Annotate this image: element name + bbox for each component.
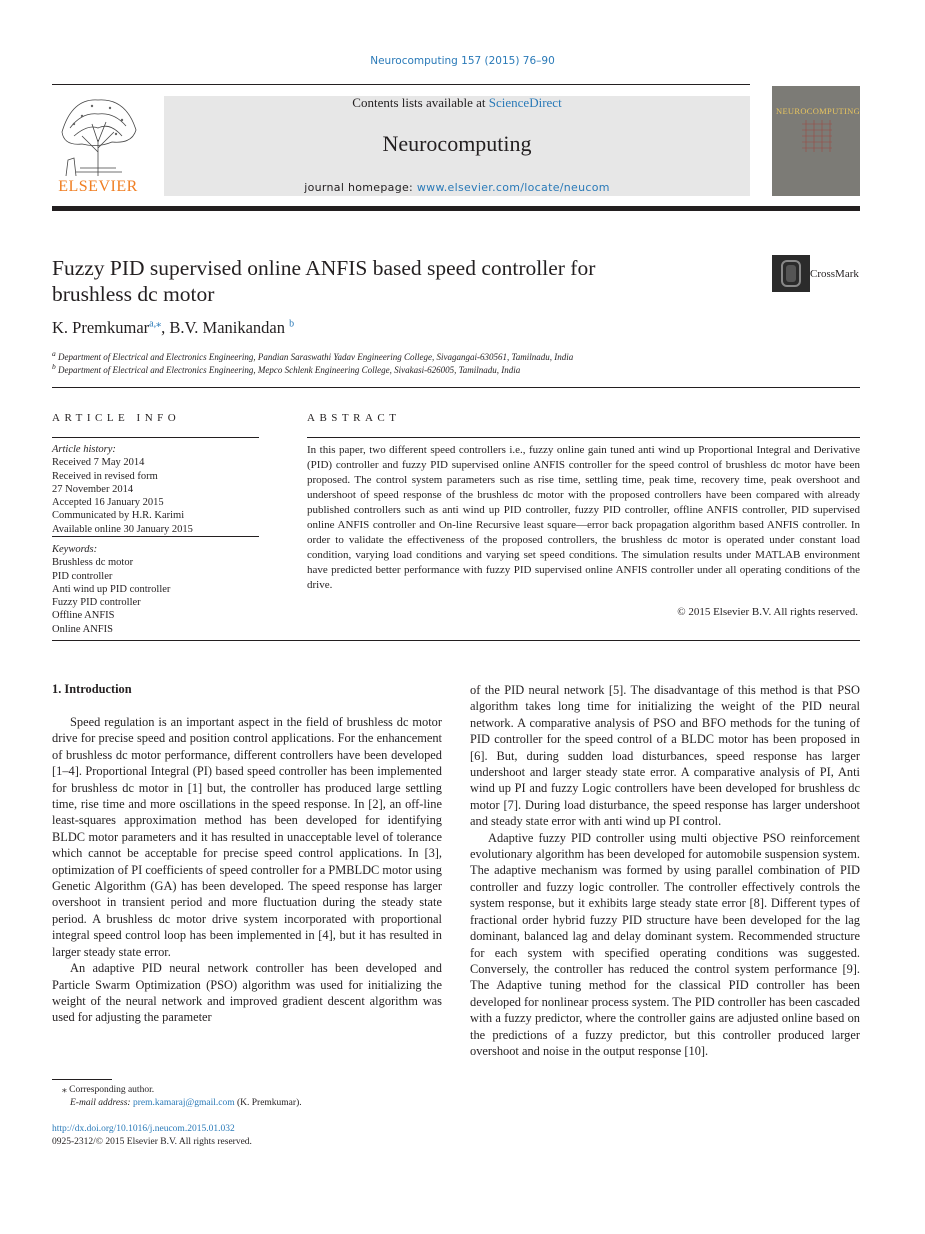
crossmark-badge-icon (772, 255, 810, 292)
elsevier-wordmark: ELSEVIER (58, 178, 138, 195)
paragraph: of the PID neural network [5]. The disadvantage of this method is that PSO algorithm takes long time for initializing the weight of the PID neural network. A comparative analysis of PSO and BFO methods for the tuning of PID controller for the speed control of a BLDC motor has been proposed in [6]. But, during sudden load disturbances, speed response has larger undershoot and larger steady state error. A comparative analysis of PI, Anti wind up PI and fuzzy Logic controllers have been developed for brushless dc motor [7]. During load disturbance, the speed response has larger undershoot and steady state error with anti wind up PI control. (470, 683, 860, 829)
author-name: K. Premkumar (52, 318, 150, 337)
body-column-right (470, 682, 860, 1059)
history-item: Accepted 16 January 2015 (52, 497, 164, 509)
elsevier-tree-icon (52, 92, 144, 178)
journal-citation[interactable]: Neurocomputing 157 (2015) 76–90 (370, 55, 555, 67)
keywords-label: Keywords: (52, 544, 98, 555)
article-history (52, 443, 193, 536)
history-item: 27 November 2014 (52, 483, 134, 495)
cover-pattern-icon (772, 86, 860, 196)
author-affiliation-mark[interactable]: b (289, 318, 295, 330)
homepage-prefix: journal homepage: (304, 181, 417, 194)
affiliation-b (52, 362, 520, 375)
history-label: Article history: (52, 444, 116, 455)
issn-line: 0925-2312/© 2015 Elsevier B.V. All rights reserved. (52, 1137, 252, 1147)
paragraph: An adaptive PID neural network controller has been developed and Particle Swarm Optimization (PSO) algorithm was used for initializing the weight of the neural network and improved gradient descent algorithm was used for adjusting the parameter (52, 961, 442, 1025)
section-rule (52, 640, 860, 641)
article-info-rule (52, 437, 259, 438)
affiliation-mark: a (52, 349, 56, 358)
history-item: Received 7 May 2014 (52, 457, 145, 469)
elsevier-logo (52, 92, 144, 198)
crossmark-icon[interactable] (772, 255, 810, 292)
journal-cover (772, 86, 860, 196)
author-name: , B.V. Manikandan (161, 318, 286, 337)
contents-prefix: Contents lists available at (352, 95, 489, 110)
affiliation-text: Department of Electrical and Electronics Engineering, Pandian Saraswathi Yadav Engineering College, Sivagangai-630561, Tamilnadu, India (58, 352, 574, 362)
affiliation-a (52, 349, 573, 362)
keyword: Brushless dc motor (52, 557, 134, 569)
abstract-rule (307, 437, 860, 438)
paragraph: Speed regulation is an important aspect in the field of brushless dc motor drive for precise speed and position control applications. For the enhancement of brushless dc motor performance, different controllers have been developed [1–4]. Proportional Integral (PI) based speed controller has been implemented for brushless dc motor in [1] but, the controller has produced large settling time, rise time and more oscillations in the speed response. In [2], an off-line least-squares approximation method has been developed for identifying BLDC motor parameters and it has resulted in unacceptable level of tolerance which cannot be acceptable for precise speed control applications. In [3], optimization of PI coefficients of speed controller for a PMBLDC motor using Genetic Algorithm (GA) has been developed. The speed response has larger overshoot in transient period and more fluctuation during the steady state period. A brushless dc motor drive system incorporated with proportional integral speed control loop has been implemented in [4], but it has resulted in larger steady state error. (52, 715, 442, 959)
header-rule (52, 84, 750, 85)
keyword: Online ANFIS (52, 623, 113, 635)
keywords (52, 543, 170, 636)
journal-name: Neurocomputing (382, 131, 532, 156)
affiliation-mark: b (52, 362, 56, 371)
section-heading-introduction: 1. Introduction (52, 682, 132, 696)
crossmark-label[interactable]: CrossMark (810, 268, 859, 280)
paragraph: Adaptive fuzzy PID controller using multi objective PSO reinforcement evolutionary algorithm has been developed for automobile suspension system. The adaptive mechanism was formed by using parallel combination of PID controller and fuzzy logic controller. The controller effectively controls the system response, but it exhibits large steady state error [8]. Different types of fractional order hybrid fuzzy PID structure have been developed for the lag dominant, balanced lag and delay dominant system. Recommended structure for each system with specified operating conditions was suggested. Conversely, the controller has reduced the control system performance [9]. The Adaptive tuning method for the classical PID controller has been developed for nonlinear process system. The PID controller has been cascaded with a fuzzy predictor, where the controller gains are adjusted online based on the predictions of a fuzzy predictor, but this controller produced larger overshoot and noise in the output response [10]. (470, 830, 860, 1058)
email-link[interactable]: prem.kamaraj@gmail.com (132, 1098, 235, 1108)
history-item: Available online 30 January 2015 (52, 523, 193, 535)
abstract-text: In this paper, two different speed controllers i.e., fuzzy online gain tuned anti wind up Proportional Integral and Derivative (PID) controller and fuzzy PID supervised online ANFIS controller for the speed control of brushless dc motor have been proposed. The control system parameters such as rise time, settling time, peak time, recovery time, peak overshoot and undershoot of speed response of the brushless dc motor with the proposed controllers have been compared with already published controllers such as anti wind up PID controller, fuzzy PID controller, offline ANFIS controller, PID supervised online ANFIS controller and On-line Recursive least square—error back propagation algorithm based ANFIS controller. In order to validate the effectiveness of the proposed controllers, the brushless dc motor is operated under constant load condition, varying load conditions and varying set speed conditions. The simulation results under MATLAB environment have predicted better performance with fuzzy PID supervised online ANFIS controller under all operating conditions of the drive. (307, 444, 860, 591)
body-column-left (52, 714, 442, 1026)
keyword: Fuzzy PID controller (52, 597, 141, 609)
abstract-copyright: © 2015 Elsevier B.V. All rights reserved. (677, 606, 858, 618)
abstract-heading: ABSTRACT (307, 412, 401, 424)
homepage-line (164, 181, 750, 194)
header-thick-rule (52, 206, 860, 211)
article-info-heading: ARTICLE INFO (52, 412, 181, 424)
email-note (70, 1098, 302, 1108)
keyword: Offline ANFIS (52, 610, 115, 622)
article-title: Fuzzy PID supervised online ANFIS based speed controller for brushless dc motor (52, 256, 596, 306)
contents-line (164, 95, 750, 111)
affiliation-text: Department of Electrical and Electronics Engineering, Mepco Schlenk Engineering College, Sivakasi-626005, Tamilnadu, India (58, 365, 521, 375)
article-info-divider (52, 536, 259, 537)
homepage-link[interactable]: www.elsevier.com/locate/neucom (416, 181, 610, 194)
footnote-rule (52, 1079, 112, 1080)
history-item: Received in revised form (52, 470, 158, 482)
section-rule (52, 387, 860, 388)
email-owner: (K. Premkumar). (234, 1098, 302, 1108)
history-item: Communicated by H.R. Karimi (52, 510, 185, 522)
doi-link[interactable]: http://dx.doi.org/10.1016/j.neucom.2015.01.032 (52, 1124, 235, 1134)
cover-title: NEUROCOMPUTING (776, 106, 861, 116)
sciencedirect-link[interactable]: ScienceDirect (488, 95, 562, 110)
keyword: PID controller (52, 570, 113, 582)
author-list (52, 318, 294, 338)
corresponding-author-note: ⁎ Corresponding author. (62, 1085, 155, 1095)
author-affiliation-mark[interactable]: a,⁎ (149, 318, 162, 330)
email-label: E-mail address: (70, 1098, 133, 1108)
keyword: Anti wind up PID controller (52, 583, 171, 595)
